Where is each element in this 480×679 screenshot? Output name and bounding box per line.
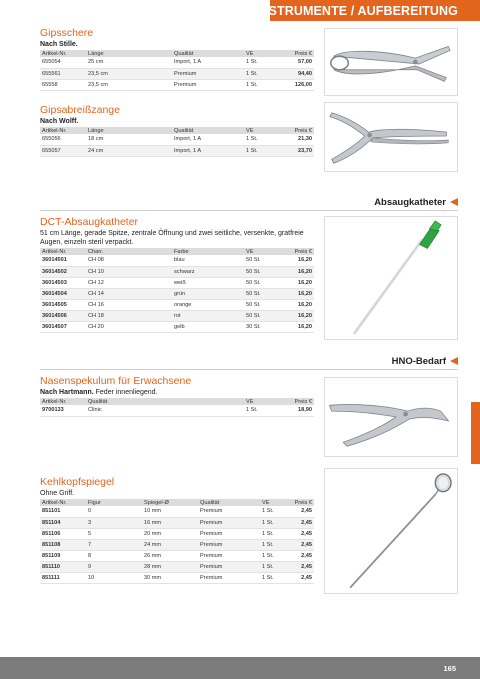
col-header: Charr. xyxy=(86,248,172,255)
cell-price: 126,00 xyxy=(270,79,314,90)
col-header: VE xyxy=(244,248,270,255)
product-subtitle-kehlkopfspiegel: Ohne Griff. xyxy=(40,490,75,497)
cell-color: rot xyxy=(172,310,244,321)
cell-unit: 1 St. xyxy=(244,68,270,79)
cell-color: orange xyxy=(172,299,244,310)
cell-quality: Clinic xyxy=(86,405,244,416)
cell-price: 16,20 xyxy=(270,310,314,321)
subtitle-rest: Feder innenliegend. xyxy=(93,389,158,396)
page-header-title: INSTRUMENTE / AUFBEREITUNG xyxy=(255,4,458,18)
table-header-row xyxy=(40,398,314,405)
col-header: Spiegel-Ø xyxy=(142,499,198,506)
cell-figure: 10 xyxy=(86,572,142,583)
cell-price: 18,90 xyxy=(270,405,314,416)
laryngeal-mirror-icon xyxy=(325,469,457,593)
cell-unit: 50 St. xyxy=(244,288,270,299)
table-row xyxy=(40,266,314,277)
cell-price: 16,20 xyxy=(270,277,314,288)
product-image-nasenspekulum xyxy=(324,377,458,457)
cell-unit: 50 St. xyxy=(244,266,270,277)
cell-mirror-diameter: 16 mm xyxy=(142,517,198,528)
subtitle-bold: Nach Hartmann. xyxy=(40,389,94,396)
col-header: Artikel-Nr. xyxy=(40,127,86,134)
product-image-absaugkatheter xyxy=(324,216,458,340)
cell-charr: CH 18 xyxy=(86,310,172,321)
cell-charr: CH 08 xyxy=(86,255,172,266)
product-image-gipsschere xyxy=(324,28,458,96)
cell-article: 36014505 xyxy=(40,299,86,310)
cell-price: 21,30 xyxy=(270,134,314,145)
cell-color: grün xyxy=(172,288,244,299)
cell-article: 655056 xyxy=(40,134,86,145)
col-header: Qualität xyxy=(172,50,244,57)
cell-figure: 0 xyxy=(86,506,142,517)
cell-article: 851106 xyxy=(40,528,86,539)
cell-price: 2,45 xyxy=(286,550,314,561)
table-row xyxy=(40,68,314,79)
cell-quality: Premium xyxy=(198,561,260,572)
cell-price: 2,45 xyxy=(286,561,314,572)
table-gipsschere xyxy=(40,50,314,91)
cell-article: 655054 xyxy=(40,57,86,68)
col-header: Länge xyxy=(86,127,172,134)
cell-figure: 5 xyxy=(86,528,142,539)
col-header: Qualität xyxy=(198,499,260,506)
col-header: Artikel-Nr. xyxy=(40,499,86,506)
cell-quality: Import, 1 A xyxy=(172,134,244,145)
cell-price: 2,45 xyxy=(286,528,314,539)
table-row xyxy=(40,528,314,539)
cell-article: 65558 xyxy=(40,79,86,90)
cell-price: 2,45 xyxy=(286,517,314,528)
cell-charr: CH 10 xyxy=(86,266,172,277)
col-header: Preis € xyxy=(286,499,314,506)
product-subtitle-gipsschere: Nach Stille. xyxy=(40,41,78,48)
footer-bar xyxy=(0,657,480,679)
cell-charr: CH 16 xyxy=(86,299,172,310)
cell-article: 36014504 xyxy=(40,288,86,299)
table-row xyxy=(40,539,314,550)
triangle-left-icon xyxy=(450,357,458,365)
cell-length: 18 cm xyxy=(86,134,172,145)
cell-unit: 1 St. xyxy=(260,517,286,528)
suction-catheter-icon xyxy=(325,217,457,339)
cell-color: schwarz xyxy=(172,266,244,277)
cell-quality: Premium xyxy=(198,550,260,561)
cell-price: 2,45 xyxy=(286,572,314,583)
cell-mirror-diameter: 20 mm xyxy=(142,528,198,539)
col-header: Artikel-Nr. xyxy=(40,50,86,57)
col-header: Preis € xyxy=(270,398,314,405)
cell-charr: CH 14 xyxy=(86,288,172,299)
cell-unit: 1 St. xyxy=(260,550,286,561)
header-bar xyxy=(255,0,480,21)
plaster-scissors-icon xyxy=(325,29,457,95)
table-row xyxy=(40,561,314,572)
section-divider xyxy=(40,210,458,211)
cell-price: 16,20 xyxy=(270,288,314,299)
cell-article: 655057 xyxy=(40,145,86,156)
cell-quality: Import, 1 A xyxy=(172,57,244,68)
table-kehlkopfspiegel xyxy=(40,499,314,584)
cell-article: 851108 xyxy=(40,539,86,550)
cell-unit: 1 St. xyxy=(260,539,286,550)
cell-unit: 30 St. xyxy=(244,321,270,332)
cell-mirror-diameter: 24 mm xyxy=(142,539,198,550)
table-row xyxy=(40,550,314,561)
cell-unit: 1 St. xyxy=(260,506,286,517)
cell-color: weiß xyxy=(172,277,244,288)
cell-article: 851111 xyxy=(40,572,86,583)
cell-mirror-diameter: 30 mm xyxy=(142,572,198,583)
cell-figure: 7 xyxy=(86,539,142,550)
table-row xyxy=(40,57,314,68)
cell-charr: CH 20 xyxy=(86,321,172,332)
cell-price: 23,70 xyxy=(270,145,314,156)
cell-price: 2,45 xyxy=(286,506,314,517)
product-image-kehlkopfspiegel xyxy=(324,468,458,594)
col-header: Preis € xyxy=(270,127,314,134)
col-header: VE xyxy=(244,127,270,134)
product-title-gipsabreisszange: Gipsabreißzange xyxy=(40,104,120,116)
table-row xyxy=(40,506,314,517)
section-label-hno-bedarf xyxy=(392,356,458,367)
cell-color: blau xyxy=(172,255,244,266)
cell-length: 24 cm xyxy=(86,145,172,156)
cell-figure: 8 xyxy=(86,550,142,561)
cell-article: 36014503 xyxy=(40,277,86,288)
cell-mirror-diameter: 28 mm xyxy=(142,561,198,572)
table-row xyxy=(40,79,314,90)
cell-article: 851110 xyxy=(40,561,86,572)
cell-unit: 50 St. xyxy=(244,277,270,288)
section-label-text: HNO-Bedarf xyxy=(391,356,446,367)
col-header: VE xyxy=(260,499,286,506)
cell-unit: 1 St. xyxy=(244,134,270,145)
cell-article: 36014501 xyxy=(40,255,86,266)
table-header-row xyxy=(40,50,314,57)
product-subtitle-gipsabreisszange: Nach Wolff. xyxy=(40,118,79,125)
cell-article: 36014502 xyxy=(40,266,86,277)
cell-unit: 1 St. xyxy=(260,561,286,572)
table-row xyxy=(40,277,314,288)
cell-unit: 50 St. xyxy=(244,299,270,310)
col-header: VE xyxy=(244,50,270,57)
cell-unit: 50 St. xyxy=(244,255,270,266)
cell-figure: 9 xyxy=(86,561,142,572)
cell-article: 851109 xyxy=(40,550,86,561)
col-header: Artikel-Nr. xyxy=(40,398,86,405)
cell-article: 655561 xyxy=(40,68,86,79)
table-row xyxy=(40,145,314,156)
cell-article: 36014507 xyxy=(40,321,86,332)
table-header-row xyxy=(40,127,314,134)
table-row xyxy=(40,572,314,583)
product-subtitle-nasenspekulum xyxy=(40,388,158,397)
nasal-speculum-icon xyxy=(325,378,457,456)
cell-unit: 1 St. xyxy=(260,572,286,583)
cell-length: 23,5 cm xyxy=(86,68,172,79)
cell-article: 851104 xyxy=(40,517,86,528)
table-row xyxy=(40,255,314,266)
col-header: Qualität xyxy=(86,398,244,405)
cell-price: 16,20 xyxy=(270,255,314,266)
table-row xyxy=(40,310,314,321)
cell-quality: Premium xyxy=(198,539,260,550)
col-header: Artikel-Nr. xyxy=(40,248,86,255)
product-title-dct-absaugkatheter: DCT-Absaugkatheter xyxy=(40,216,139,228)
cell-unit: 1 St. xyxy=(244,79,270,90)
page-number: 165 xyxy=(443,664,456,673)
cell-quality: Premium xyxy=(198,506,260,517)
product-description-dct: 51 cm Länge, gerade Spitze, zentrale Öffnung und zwei seitliche, versenkte, gratfreie Augen, einzeln steril verpackt. xyxy=(40,230,304,246)
cell-price: 16,20 xyxy=(270,266,314,277)
col-header: Preis € xyxy=(270,248,314,255)
table-row xyxy=(40,288,314,299)
cell-unit: 1 St. xyxy=(260,528,286,539)
cell-quality: Premium xyxy=(172,79,244,90)
table-header-row xyxy=(40,248,314,255)
cell-figure: 3 xyxy=(86,517,142,528)
section-label-text: Absaugkatheter xyxy=(374,197,446,208)
section-divider xyxy=(40,369,458,370)
cell-article: 9700133 xyxy=(40,405,86,416)
col-header: Qualität xyxy=(172,127,244,134)
table-row xyxy=(40,299,314,310)
section-side-tab xyxy=(471,402,480,464)
cell-unit: 1 St. xyxy=(244,145,270,156)
cell-charr: CH 12 xyxy=(86,277,172,288)
product-title-gipsschere: Gipsschere xyxy=(40,27,94,39)
product-image-gipsabreisszange xyxy=(324,102,458,172)
cell-quality: Premium xyxy=(198,572,260,583)
cell-price: 57,00 xyxy=(270,57,314,68)
col-header: Länge xyxy=(86,50,172,57)
cell-article: 851101 xyxy=(40,506,86,517)
section-label-absaugkatheter xyxy=(374,197,458,208)
cell-quality: Premium xyxy=(198,517,260,528)
col-header: Preis € xyxy=(270,50,314,57)
cell-price: 16,20 xyxy=(270,299,314,310)
cell-color: gelb xyxy=(172,321,244,332)
table-gipsabreisszange xyxy=(40,127,314,157)
cell-unit: 1 St. xyxy=(244,57,270,68)
cell-unit: 1 St. xyxy=(244,405,270,416)
cell-price: 2,45 xyxy=(286,539,314,550)
cell-unit: 50 St. xyxy=(244,310,270,321)
product-title-kehlkopfspiegel: Kehlkopfspiegel xyxy=(40,476,115,488)
cell-quality: Import, 1 A xyxy=(172,145,244,156)
triangle-left-icon xyxy=(450,198,458,206)
cell-article: 36014506 xyxy=(40,310,86,321)
cell-length: 23,5 cm xyxy=(86,79,172,90)
cell-mirror-diameter: 26 mm xyxy=(142,550,198,561)
col-header: Figur xyxy=(86,499,142,506)
table-row xyxy=(40,134,314,145)
cell-quality: Premium xyxy=(172,68,244,79)
col-header: Farbe xyxy=(172,248,244,255)
cell-price: 16,20 xyxy=(270,321,314,332)
cell-price: 94,40 xyxy=(270,68,314,79)
cell-length: 25 cm xyxy=(86,57,172,68)
cell-quality: Premium xyxy=(198,528,260,539)
table-header-row xyxy=(40,499,314,506)
product-title-nasenspekulum: Nasenspekulum für Erwachsene xyxy=(40,375,192,387)
table-nasenspekulum xyxy=(40,398,314,417)
table-row xyxy=(40,405,314,416)
col-header: VE xyxy=(244,398,270,405)
table-dct-absaugkatheter xyxy=(40,248,314,333)
plaster-spreader-icon xyxy=(325,103,457,171)
table-row xyxy=(40,321,314,332)
cell-mirror-diameter: 10 mm xyxy=(142,506,198,517)
table-row xyxy=(40,517,314,528)
